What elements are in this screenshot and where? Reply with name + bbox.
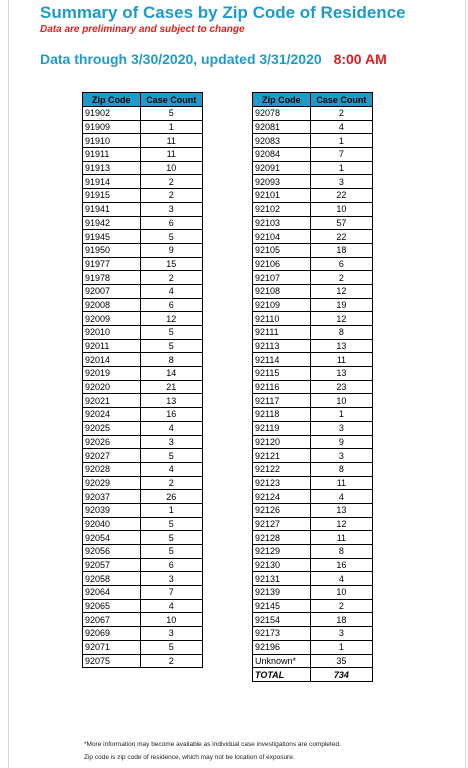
zip-code-cell: 92120 <box>253 435 311 449</box>
table-row <box>253 627 373 641</box>
case-count-cell: 10 <box>140 161 202 175</box>
case-count-cell: 6 <box>140 558 202 572</box>
case-count-cell: 9 <box>140 243 202 257</box>
zip-code-cell: 92107 <box>253 271 311 285</box>
table-row <box>253 326 373 340</box>
case-count-cell: 1 <box>310 640 372 654</box>
table-row <box>253 216 373 230</box>
footnote-investigations: *More information may become available as individual case investigations are completed. <box>84 741 341 748</box>
case-count-cell: 18 <box>310 613 372 627</box>
zip-code-cell: 92118 <box>253 408 311 422</box>
table-row <box>83 490 203 504</box>
zip-code-cell: 92113 <box>253 339 311 353</box>
case-count-cell: 5 <box>140 107 202 121</box>
case-count-cell: 11 <box>310 353 372 367</box>
table-row <box>83 312 203 326</box>
table-row <box>83 517 203 531</box>
total-row <box>253 668 373 682</box>
zip-code-cell: 91914 <box>83 175 141 189</box>
table-row <box>253 243 373 257</box>
case-count-cell: 12 <box>310 284 372 298</box>
table-row <box>83 120 203 134</box>
case-count-cell: 5 <box>140 545 202 559</box>
case-count-cell: 11 <box>140 134 202 148</box>
table-row <box>253 476 373 490</box>
case-count-cell: 13 <box>310 367 372 381</box>
zip-code-cell: 92121 <box>253 449 311 463</box>
case-count-cell: 16 <box>310 558 372 572</box>
case-count-cell: 4 <box>310 572 372 586</box>
zip-code-cell: 92026 <box>83 435 141 449</box>
case-count-cell: 2 <box>310 599 372 613</box>
zip-code-cell: 92123 <box>253 476 311 490</box>
zip-code-cell: 92028 <box>83 462 141 476</box>
table-row <box>83 107 203 121</box>
zip-code-cell: 92145 <box>253 599 311 613</box>
table-row <box>83 627 203 641</box>
zip-code-cell: 92007 <box>83 284 141 298</box>
case-count-cell: 3 <box>140 572 202 586</box>
case-count-cell: 3 <box>310 421 372 435</box>
table-row <box>253 339 373 353</box>
case-count-cell: 23 <box>310 380 372 394</box>
case-count-cell: 13 <box>310 503 372 517</box>
zip-code-cell: 92065 <box>83 599 141 613</box>
case-count-cell: 14 <box>140 367 202 381</box>
case-count-cell: 8 <box>310 326 372 340</box>
zip-code-cell: 92114 <box>253 353 311 367</box>
zip-table-left <box>82 92 203 668</box>
zip-code-cell: 92057 <box>83 558 141 572</box>
table-row <box>253 572 373 586</box>
case-count-cell: 12 <box>140 312 202 326</box>
case-count-cell: 7 <box>310 148 372 162</box>
table-row <box>253 312 373 326</box>
table-row <box>253 490 373 504</box>
case-count-cell: 1 <box>310 408 372 422</box>
table-header-row <box>253 93 373 107</box>
case-count-cell: 2 <box>140 271 202 285</box>
table-row <box>83 394 203 408</box>
zip-code-cell: 92116 <box>253 380 311 394</box>
page-title: Summary of Cases by Zip Code of Residence <box>40 3 406 22</box>
zip-code-cell: 91950 <box>83 243 141 257</box>
disclaimer-subtitle: Data are preliminary and subject to change <box>40 24 245 35</box>
table-row <box>83 202 203 216</box>
table-row <box>253 449 373 463</box>
case-count-cell: 5 <box>140 449 202 463</box>
table-row <box>83 640 203 654</box>
case-count-cell: 3 <box>310 175 372 189</box>
table-row <box>253 257 373 271</box>
table-row <box>83 134 203 148</box>
zip-code-header: Zip Code <box>253 93 311 107</box>
table-row <box>83 613 203 627</box>
case-count-cell: 4 <box>140 599 202 613</box>
table-row <box>83 326 203 340</box>
table-row <box>253 586 373 600</box>
table-row <box>253 435 373 449</box>
zip-code-cell: 92021 <box>83 394 141 408</box>
total-label: TOTAL <box>253 668 311 682</box>
table-row <box>253 230 373 244</box>
zip-code-cell: 92154 <box>253 613 311 627</box>
case-count-cell: 2 <box>140 654 202 668</box>
zip-code-cell: 92124 <box>253 490 311 504</box>
zip-code-cell: 92106 <box>253 257 311 271</box>
table-row <box>83 462 203 476</box>
zip-code-cell: 92104 <box>253 230 311 244</box>
zip-code-cell: 92093 <box>253 175 311 189</box>
zip-code-cell: 92129 <box>253 545 311 559</box>
case-count-header: Case Count <box>310 93 372 107</box>
table-row <box>253 161 373 175</box>
zip-code-cell: 92105 <box>253 243 311 257</box>
case-count-cell: 13 <box>310 339 372 353</box>
case-count-cell: 4 <box>310 120 372 134</box>
table-row <box>253 503 373 517</box>
case-count-cell: 3 <box>140 202 202 216</box>
case-count-cell: 12 <box>310 312 372 326</box>
case-count-cell: 1 <box>140 120 202 134</box>
zip-code-cell: 92011 <box>83 339 141 353</box>
case-count-cell: 8 <box>140 353 202 367</box>
table-row <box>83 284 203 298</box>
zip-code-cell: 92111 <box>253 326 311 340</box>
zip-code-cell: 92019 <box>83 367 141 381</box>
case-count-cell: 13 <box>140 394 202 408</box>
table-row <box>253 284 373 298</box>
case-count-cell: 5 <box>140 640 202 654</box>
page-frame <box>8 0 466 768</box>
zip-code-cell: 92020 <box>83 380 141 394</box>
zip-table-right <box>252 92 373 682</box>
zip-code-cell: 91978 <box>83 271 141 285</box>
table-row <box>253 148 373 162</box>
zip-code-header: Zip Code <box>83 93 141 107</box>
zip-code-cell: 92024 <box>83 408 141 422</box>
case-count-cell: 12 <box>310 517 372 531</box>
zip-code-cell: 92081 <box>253 120 311 134</box>
table-row <box>83 230 203 244</box>
table-row <box>253 107 373 121</box>
case-count-cell: 6 <box>140 216 202 230</box>
case-count-cell: 1 <box>140 503 202 517</box>
case-count-cell: 22 <box>310 189 372 203</box>
case-count-cell: 2 <box>310 271 372 285</box>
case-count-cell: 5 <box>140 230 202 244</box>
case-count-cell: 2 <box>140 476 202 490</box>
zip-code-cell: 92108 <box>253 284 311 298</box>
zip-code-cell: 92117 <box>253 394 311 408</box>
case-count-cell: 1 <box>310 161 372 175</box>
zip-code-cell: 92196 <box>253 640 311 654</box>
zip-code-cell: 92139 <box>253 586 311 600</box>
table-row <box>83 216 203 230</box>
zip-code-cell: 92115 <box>253 367 311 381</box>
table-row <box>83 449 203 463</box>
table-row <box>253 367 373 381</box>
zip-code-cell: 92122 <box>253 462 311 476</box>
table-row <box>253 380 373 394</box>
case-count-cell: 4 <box>140 284 202 298</box>
case-count-cell: 2 <box>140 189 202 203</box>
zip-code-cell: 92109 <box>253 298 311 312</box>
zip-code-cell: 92009 <box>83 312 141 326</box>
zip-code-cell: 92064 <box>83 586 141 600</box>
table-row <box>253 613 373 627</box>
footnote-residence: Zip code is zip code of residence, which may not be location of exposure. <box>84 754 295 761</box>
case-count-cell: 7 <box>140 586 202 600</box>
zip-code-cell: 92069 <box>83 627 141 641</box>
case-count-cell: 57 <box>310 216 372 230</box>
table-row <box>253 394 373 408</box>
table-row <box>83 339 203 353</box>
table-row <box>83 586 203 600</box>
table-row <box>83 243 203 257</box>
case-count-cell: 22 <box>310 230 372 244</box>
case-count-cell: 11 <box>140 148 202 162</box>
table-row <box>253 353 373 367</box>
table-row <box>253 202 373 216</box>
zip-code-cell: 91909 <box>83 120 141 134</box>
table-row <box>253 531 373 545</box>
zip-code-cell: 92128 <box>253 531 311 545</box>
zip-code-cell: 91913 <box>83 161 141 175</box>
table-row <box>253 421 373 435</box>
table-row <box>83 503 203 517</box>
zip-code-cell: 92010 <box>83 326 141 340</box>
zip-code-cell: 92131 <box>253 572 311 586</box>
case-count-cell: 1 <box>310 134 372 148</box>
case-count-header: Case Count <box>140 93 202 107</box>
table-row <box>253 298 373 312</box>
case-count-cell: 18 <box>310 243 372 257</box>
table-row <box>253 599 373 613</box>
zip-code-cell: 92130 <box>253 558 311 572</box>
case-count-cell: 10 <box>310 394 372 408</box>
table-row <box>83 531 203 545</box>
zip-code-cell: 92078 <box>253 107 311 121</box>
case-count-cell: 10 <box>140 613 202 627</box>
case-count-cell: 35 <box>310 654 372 668</box>
case-count-cell: 4 <box>140 462 202 476</box>
table-row <box>83 380 203 394</box>
zip-code-cell: 92127 <box>253 517 311 531</box>
table-row <box>83 148 203 162</box>
case-count-cell: 5 <box>140 339 202 353</box>
zip-code-cell: 92083 <box>253 134 311 148</box>
zip-code-cell: Unknown* <box>253 654 311 668</box>
table-row <box>253 654 373 668</box>
table-row <box>253 175 373 189</box>
case-count-cell: 15 <box>140 257 202 271</box>
table-row <box>83 257 203 271</box>
case-count-cell: 5 <box>140 517 202 531</box>
case-count-cell: 5 <box>140 531 202 545</box>
zip-code-cell: 92056 <box>83 545 141 559</box>
case-count-cell: 4 <box>140 421 202 435</box>
table-row <box>253 120 373 134</box>
zip-code-cell: 92058 <box>83 572 141 586</box>
case-count-cell: 3 <box>140 435 202 449</box>
table-row <box>253 517 373 531</box>
case-count-cell: 9 <box>310 435 372 449</box>
table-row <box>83 421 203 435</box>
table-row <box>83 572 203 586</box>
table-row <box>253 134 373 148</box>
case-count-cell: 10 <box>310 202 372 216</box>
zip-code-cell: 92067 <box>83 613 141 627</box>
zip-code-cell: 91942 <box>83 216 141 230</box>
table-row <box>83 599 203 613</box>
table-row <box>83 353 203 367</box>
table-header-row <box>83 93 203 107</box>
table-row <box>83 654 203 668</box>
case-count-cell: 8 <box>310 462 372 476</box>
case-count-cell: 8 <box>310 545 372 559</box>
zip-code-cell: 92025 <box>83 421 141 435</box>
case-count-cell: 3 <box>310 627 372 641</box>
table-row <box>83 558 203 572</box>
table-row <box>83 545 203 559</box>
zip-code-cell: 91945 <box>83 230 141 244</box>
zip-code-cell: 92071 <box>83 640 141 654</box>
zip-code-cell: 91910 <box>83 134 141 148</box>
case-count-cell: 26 <box>140 490 202 504</box>
case-count-cell: 11 <box>310 476 372 490</box>
case-count-cell: 3 <box>140 627 202 641</box>
zip-code-cell: 92119 <box>253 421 311 435</box>
table-row <box>253 271 373 285</box>
zip-code-cell: 92040 <box>83 517 141 531</box>
zip-code-cell: 91977 <box>83 257 141 271</box>
table-row <box>253 189 373 203</box>
zip-code-cell: 92008 <box>83 298 141 312</box>
table-row <box>83 271 203 285</box>
table-row <box>83 408 203 422</box>
case-count-cell: 10 <box>310 586 372 600</box>
zip-code-cell: 92126 <box>253 503 311 517</box>
case-count-cell: 2 <box>310 107 372 121</box>
table-row <box>83 175 203 189</box>
table-row <box>253 640 373 654</box>
zip-code-cell: 91911 <box>83 148 141 162</box>
zip-code-cell: 92102 <box>253 202 311 216</box>
table-row <box>253 558 373 572</box>
case-count-cell: 6 <box>310 257 372 271</box>
zip-code-cell: 92029 <box>83 476 141 490</box>
table-row <box>83 367 203 381</box>
table-row <box>83 161 203 175</box>
case-count-cell: 11 <box>310 531 372 545</box>
case-count-cell: 19 <box>310 298 372 312</box>
zip-code-cell: 92027 <box>83 449 141 463</box>
zip-code-cell: 92084 <box>253 148 311 162</box>
case-count-cell: 6 <box>140 298 202 312</box>
zip-code-cell: 92091 <box>253 161 311 175</box>
zip-code-cell: 92110 <box>253 312 311 326</box>
zip-code-cell: 92054 <box>83 531 141 545</box>
table-row <box>83 189 203 203</box>
case-count-cell: 16 <box>140 408 202 422</box>
zip-code-cell: 92014 <box>83 353 141 367</box>
data-through-line <box>40 51 387 67</box>
zip-code-cell: 92075 <box>83 654 141 668</box>
zip-code-cell: 91915 <box>83 189 141 203</box>
case-count-cell: 5 <box>140 326 202 340</box>
table-row <box>253 545 373 559</box>
table-row <box>83 298 203 312</box>
zip-code-cell: 92173 <box>253 627 311 641</box>
zip-code-cell: 91902 <box>83 107 141 121</box>
data-through-text: Data through 3/30/2020, updated 3/31/2020 <box>40 51 322 67</box>
table-row <box>83 476 203 490</box>
zip-code-cell: 92103 <box>253 216 311 230</box>
update-time: 8:00 AM <box>333 51 387 67</box>
case-count-cell: 3 <box>310 449 372 463</box>
case-count-cell: 2 <box>140 175 202 189</box>
table-row <box>83 435 203 449</box>
zip-code-cell: 92039 <box>83 503 141 517</box>
zip-code-cell: 91941 <box>83 202 141 216</box>
case-count-cell: 21 <box>140 380 202 394</box>
total-value: 734 <box>310 668 372 682</box>
table-row <box>253 462 373 476</box>
table-row <box>253 408 373 422</box>
case-count-cell: 4 <box>310 490 372 504</box>
zip-code-cell: 92101 <box>253 189 311 203</box>
zip-code-cell: 92037 <box>83 490 141 504</box>
